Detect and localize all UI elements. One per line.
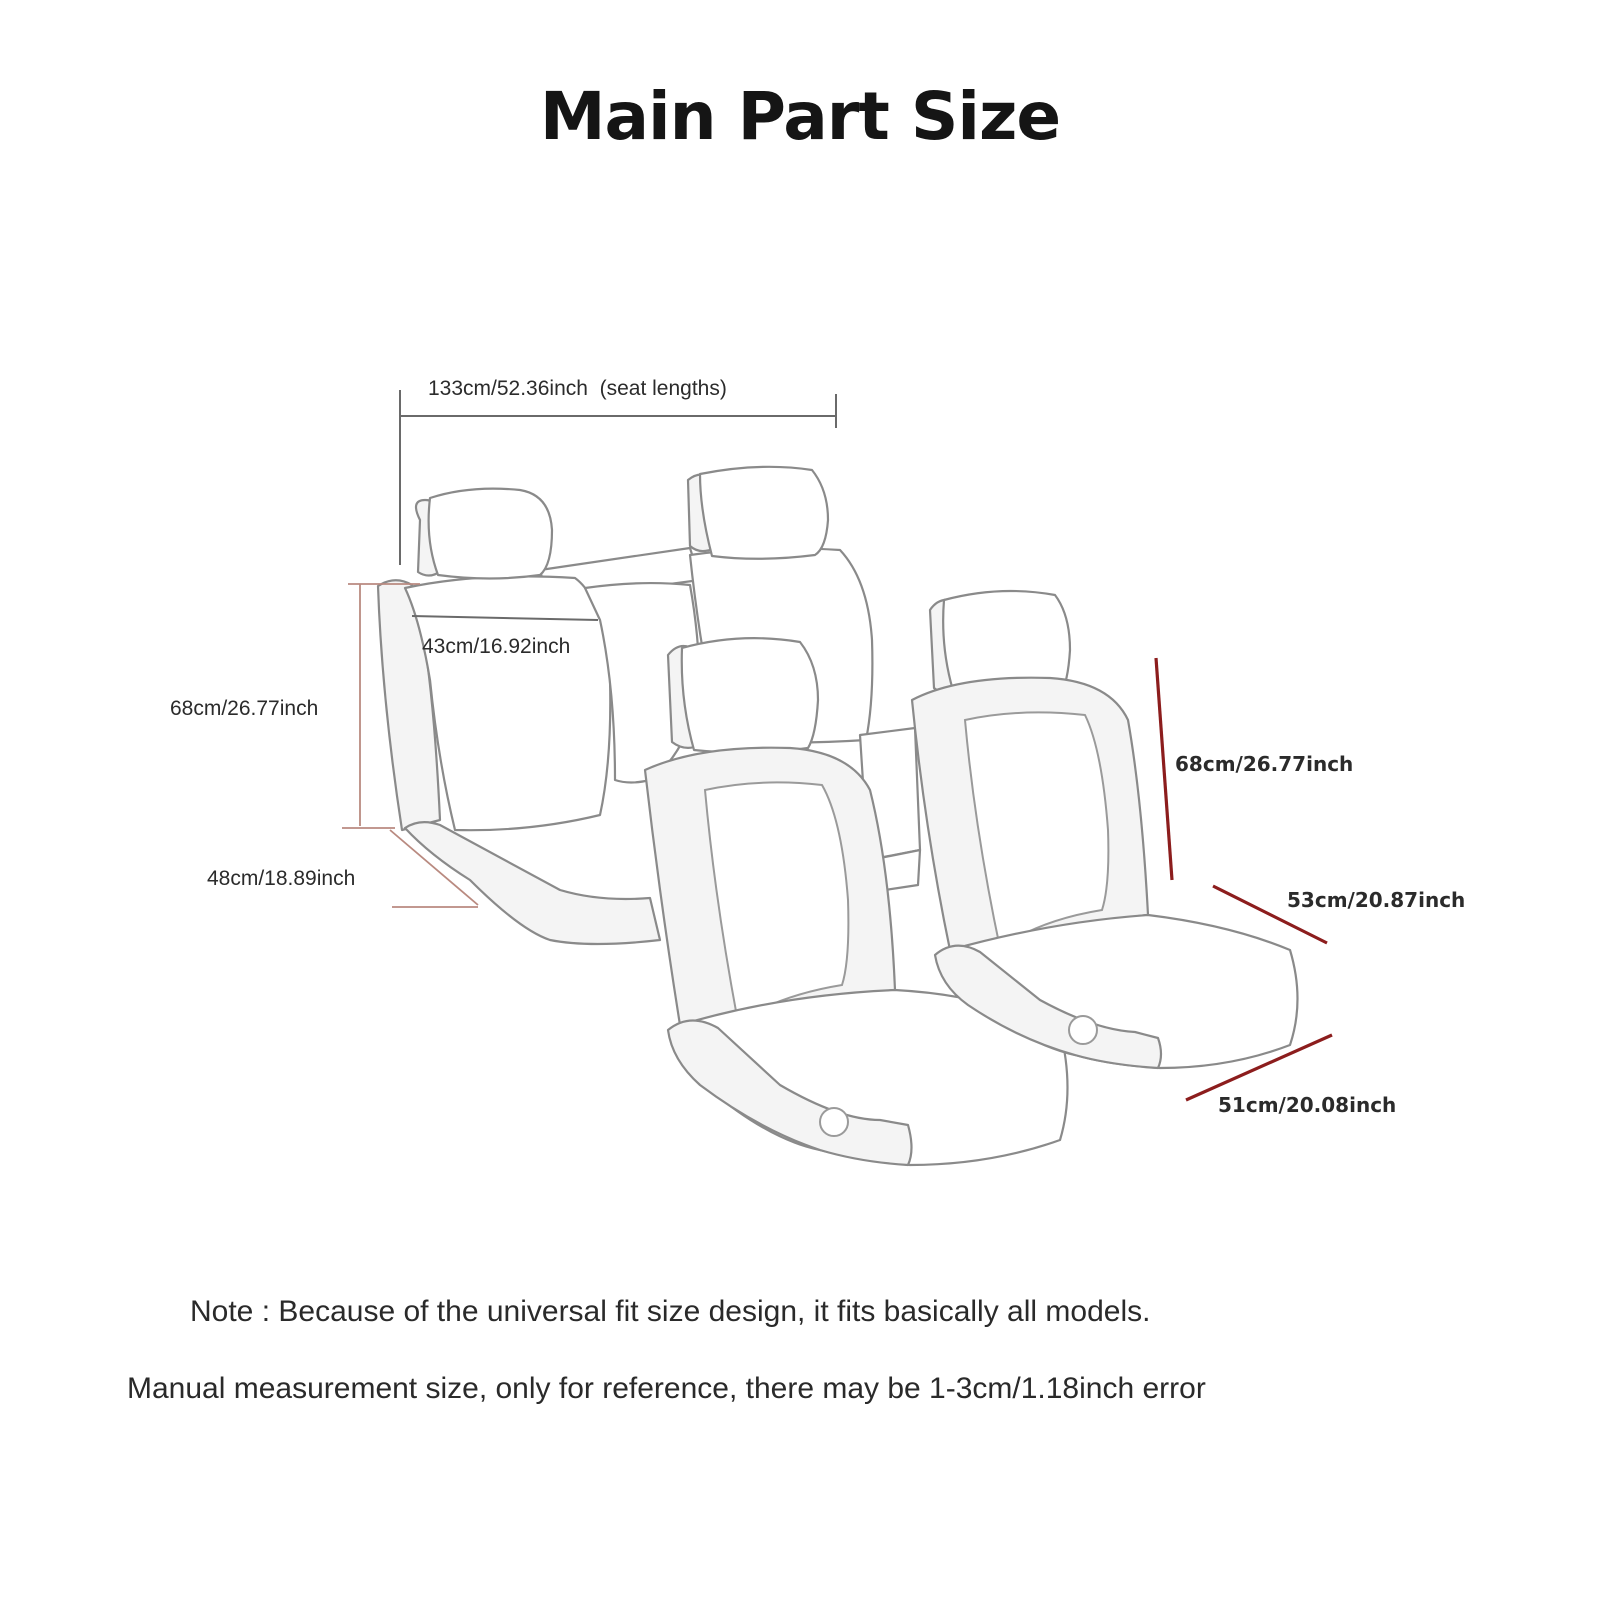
label-rear-seat-depth: 48cm/18.89inch	[207, 867, 356, 890]
note-universal-fit: Note : Because of the universal fit size design, it fits basically all models.	[190, 1295, 1151, 1328]
label-rear-backrest-width: 43cm/16.92inch	[422, 635, 571, 658]
label-rear-backrest-height: 68cm/26.77inch	[170, 697, 319, 720]
label-front-backrest-height: 68cm/26.77inch	[1175, 752, 1354, 776]
rear-right-headrest	[688, 467, 828, 559]
label-seat-length: 133cm/52.36inch (seat lengths)	[428, 377, 727, 400]
note-measurement-error: Manual measurement size, only for reference, there may be 1-3cm/1.18inch error	[127, 1372, 1206, 1405]
rear-left-headrest	[416, 489, 552, 579]
label-front-seat-width: 51cm/20.08inch	[1218, 1093, 1397, 1117]
dimension-front-backrest-height	[1156, 658, 1172, 880]
label-front-seat-depth: 53cm/20.87inch	[1287, 888, 1466, 912]
front-right-seat	[912, 591, 1298, 1068]
page-title: Main Part Size	[539, 78, 1061, 155]
